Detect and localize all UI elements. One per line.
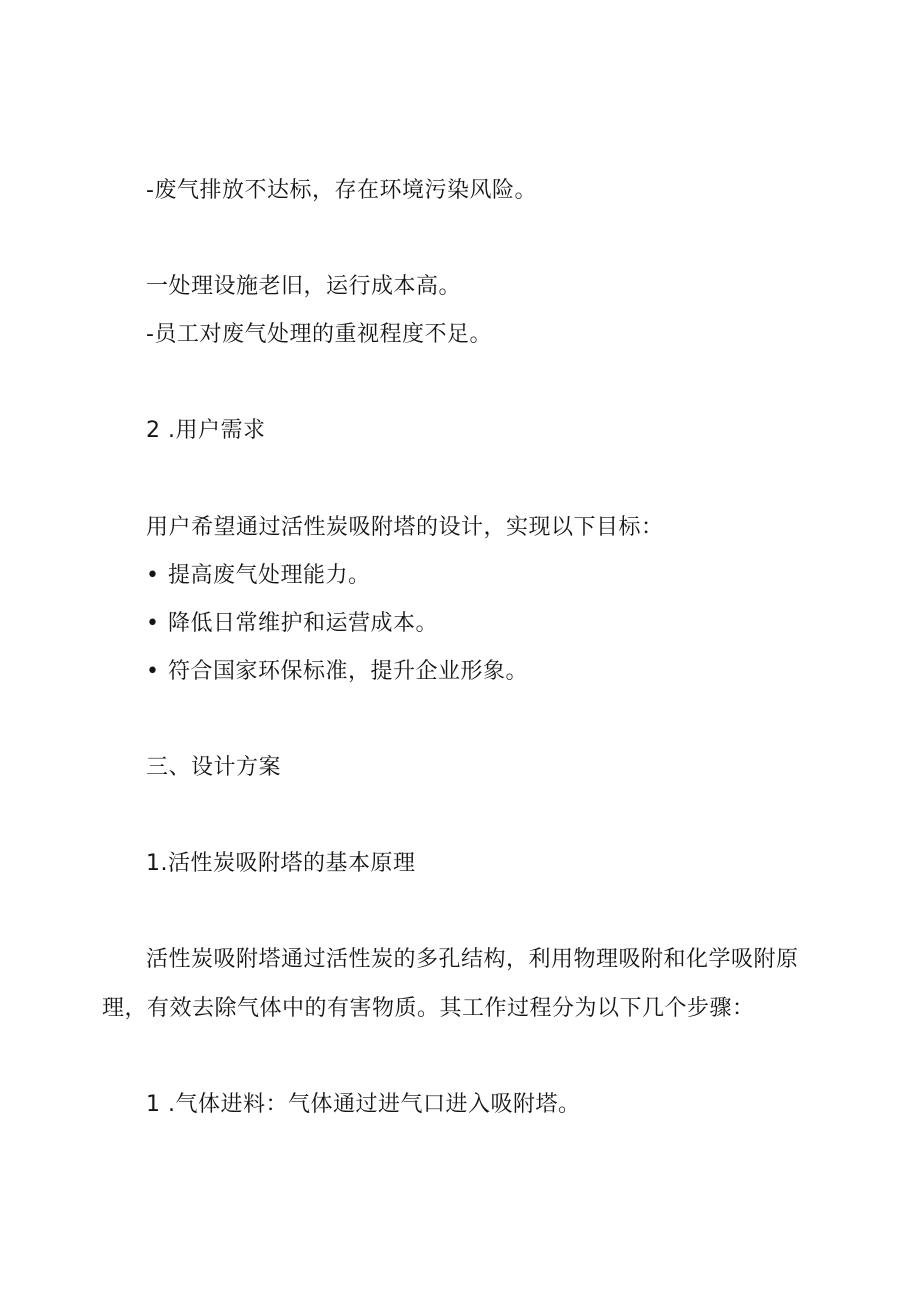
problem-item-2: 一处理设施老旧，运行成本高。 (146, 274, 462, 299)
user-needs-intro: 用户希望通过活性炭吸附塔的设计，实现以下目标： (146, 515, 664, 540)
goal-text: 降低日常维护和运营成本。 (168, 611, 439, 636)
problem-item-3: -员工对废气处理的重视程度不足。 (146, 322, 492, 347)
section-heading: 三、设计方案 (146, 755, 282, 780)
goal-text: 符合国家环保标准，提升企业形象。 (168, 659, 529, 684)
user-needs-heading: 2 .用户需求 (146, 418, 266, 443)
bullet-icon: • (146, 611, 160, 636)
goal-item-2 (146, 609, 438, 639)
principle-heading: 1.活性炭吸附塔的基本原理 (146, 851, 416, 876)
step-1: 1 .气体进料：气体通过进气口进入吸附塔。 (146, 1092, 581, 1117)
principle-paragraph-line-1: 活性炭吸附塔通过活性炭的多孔结构，利用物理吸附和化学吸附原 (146, 947, 799, 972)
goal-item-3 (146, 657, 528, 687)
problem-item-1: -废气排放不达标，存在环境污染风险。 (146, 178, 537, 203)
bullet-icon: • (146, 563, 160, 588)
principle-paragraph-line-2: 理，有效去除气体中的有害物质。其工作过程分为以下几个步骤： (102, 996, 755, 1021)
bullet-icon: • (146, 659, 160, 684)
goal-item-1 (146, 561, 371, 591)
goal-text: 提高废气处理能力。 (168, 563, 371, 588)
